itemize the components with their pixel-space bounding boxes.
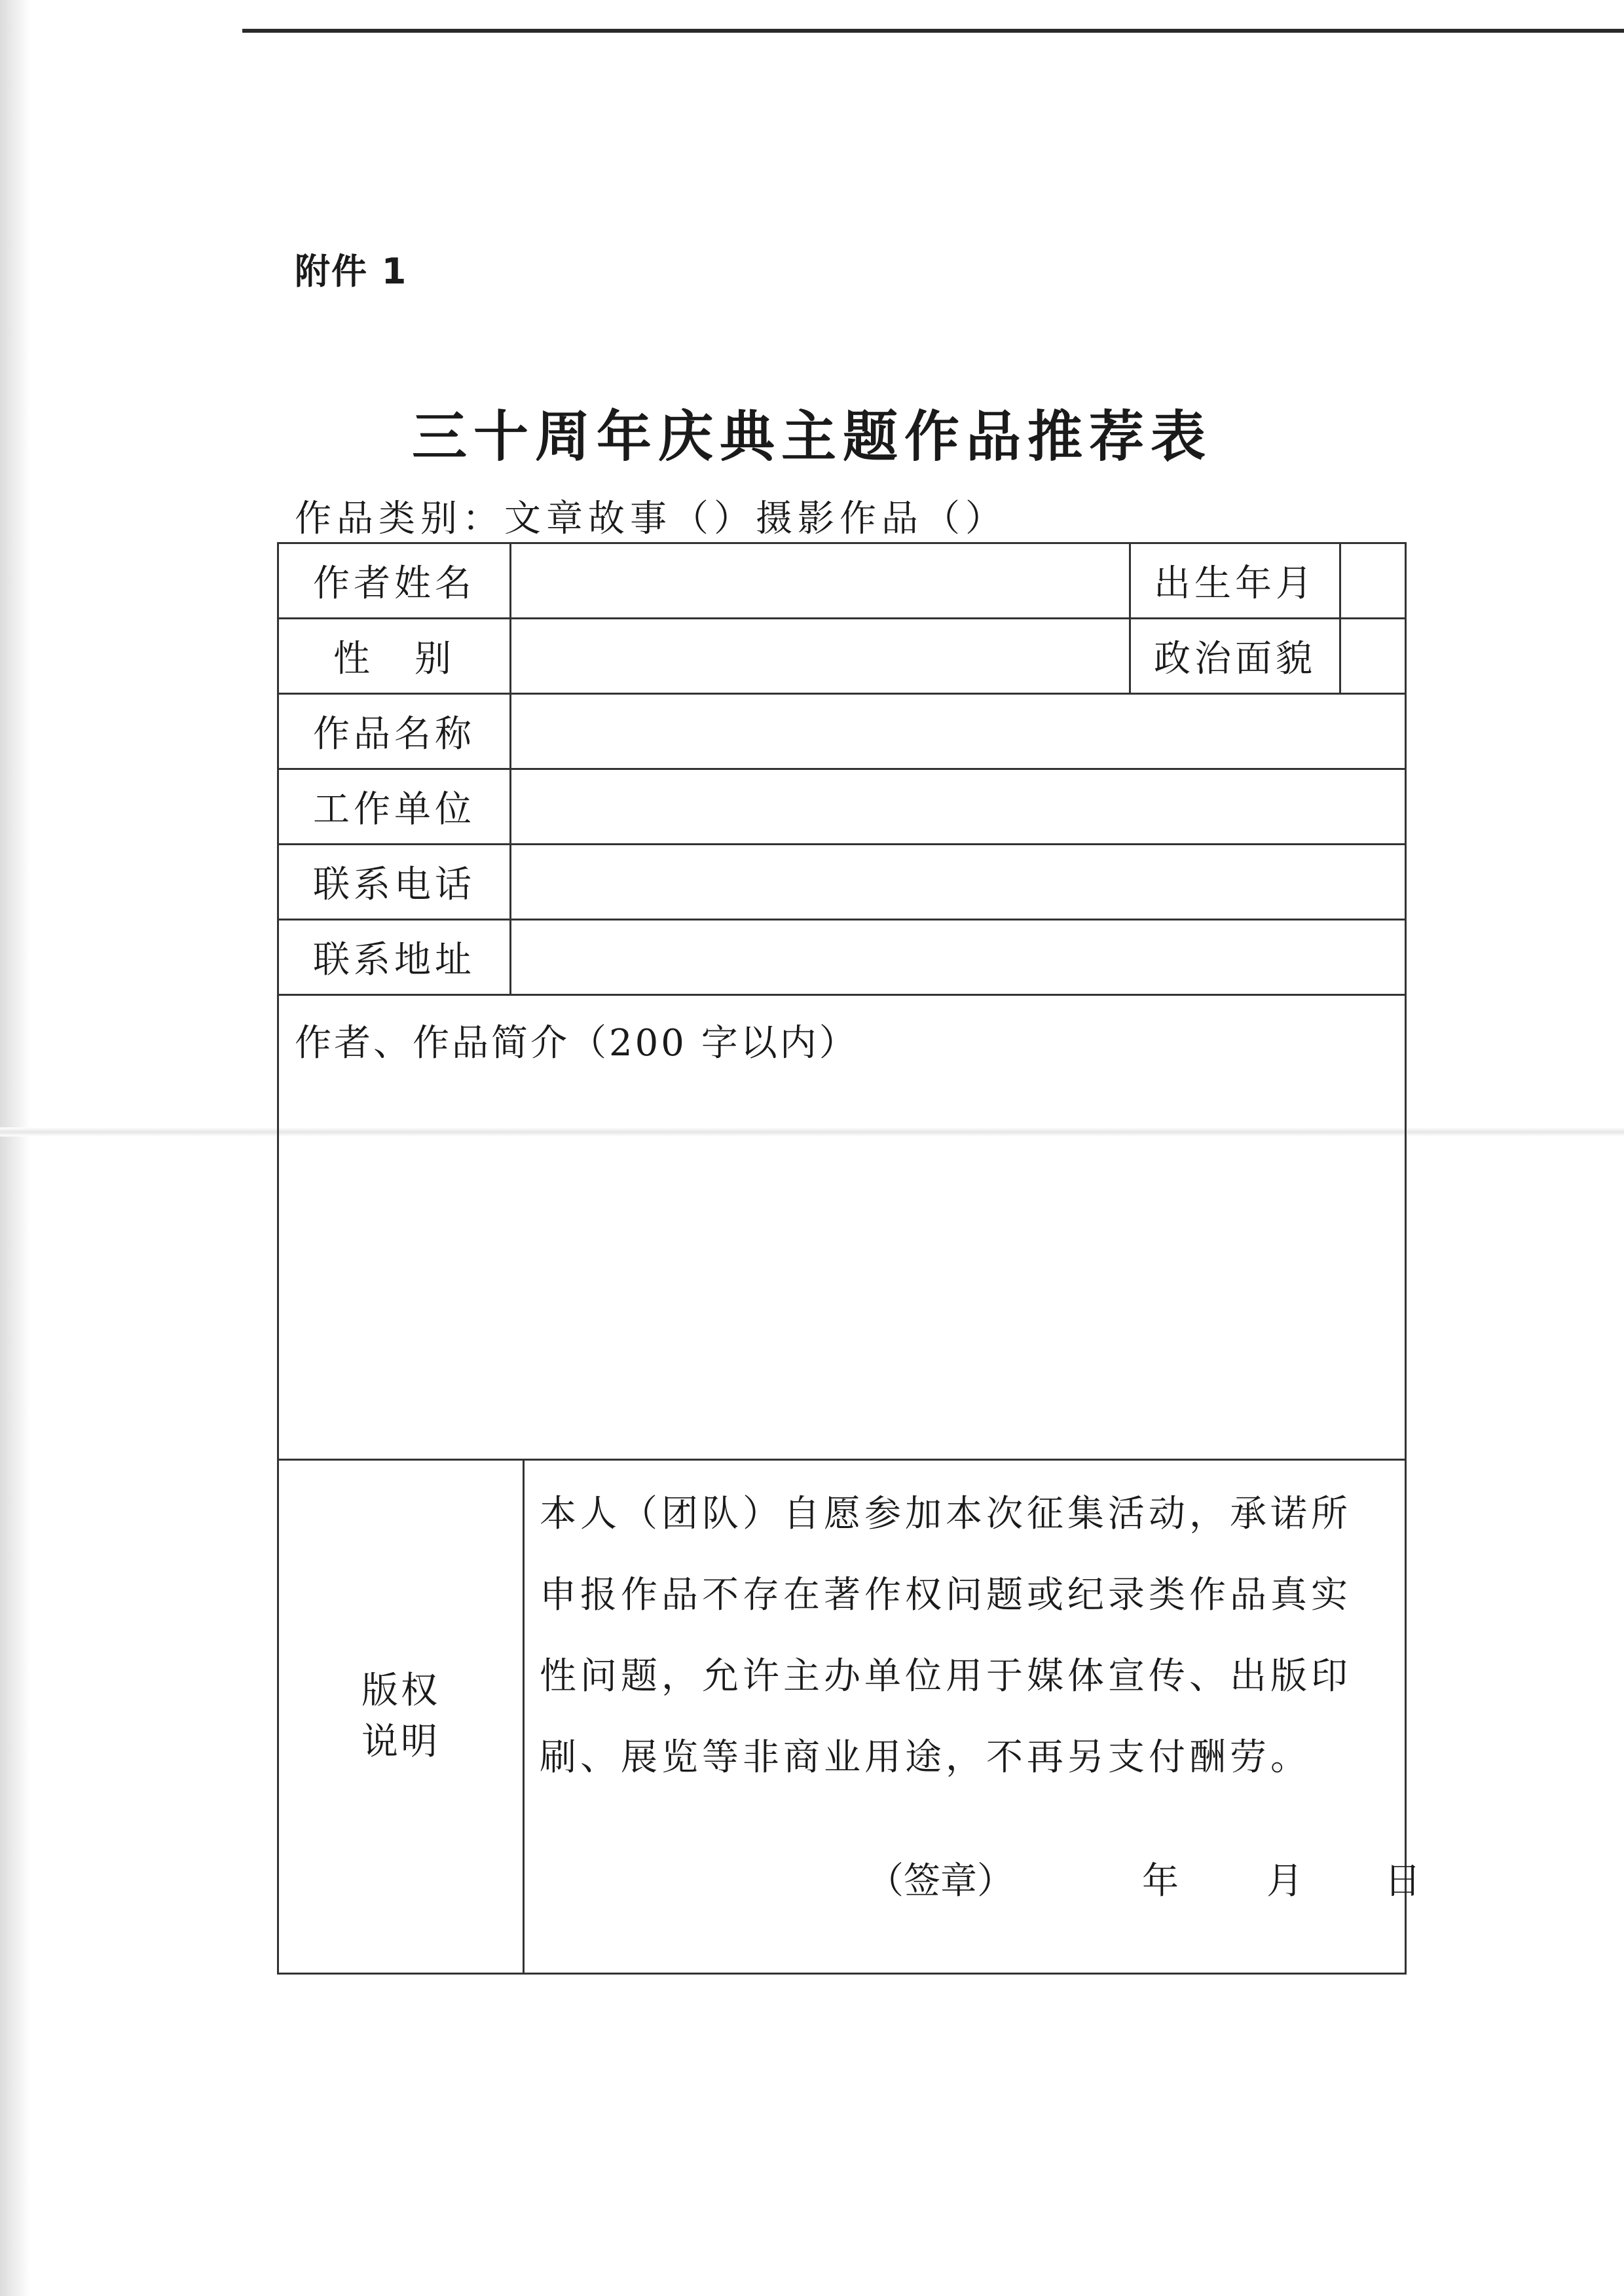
birth-label: 出生年月 bbox=[1154, 562, 1316, 605]
signature-line bbox=[540, 1852, 1421, 1904]
phone-label: 联系电话 bbox=[313, 864, 475, 906]
copyright-label-line1: 版权 bbox=[361, 1669, 440, 1712]
author-name-field[interactable] bbox=[511, 544, 1129, 617]
row-employer bbox=[279, 770, 1405, 845]
gender-label: 性 别 bbox=[333, 638, 455, 680]
recommendation-form-table bbox=[277, 542, 1421, 1975]
gender-field[interactable] bbox=[511, 619, 1129, 693]
day-label: 日 bbox=[1384, 1860, 1421, 1903]
row-author-name bbox=[279, 544, 1405, 619]
work-title-label: 作品名称 bbox=[313, 713, 475, 756]
birth-field[interactable] bbox=[1341, 544, 1407, 617]
row-work-title bbox=[279, 695, 1405, 770]
divider bbox=[523, 1461, 525, 1973]
employer-label: 工作单位 bbox=[313, 788, 475, 831]
political-label: 政治面貌 bbox=[1154, 638, 1316, 680]
copyright-label bbox=[279, 1461, 523, 1973]
copyright-statement: 本人（团队）自愿参加本次征集活动，承诺所申报作品不存在著作权问题或纪录类作品真实性问题，允许主办单位用于媒体宣传、出版印刷、展览等非商业用途，不再另支付酬劳。 bbox=[540, 1493, 1352, 1779]
phone-field[interactable] bbox=[511, 845, 1405, 919]
document-title: 三十周年庆典主题作品推荐表 bbox=[411, 404, 1212, 469]
year-label: 年 bbox=[1142, 1860, 1179, 1903]
intro-label: 作者、作品简介（200 字以内） bbox=[295, 1022, 858, 1065]
row-phone bbox=[279, 845, 1405, 920]
top-rule bbox=[242, 29, 1624, 33]
author-name-label: 作者姓名 bbox=[313, 562, 475, 605]
row-copyright bbox=[279, 1461, 1421, 1973]
employer-field[interactable] bbox=[511, 770, 1405, 843]
row-introduction bbox=[279, 996, 1405, 1461]
address-label: 联系地址 bbox=[313, 939, 475, 981]
political-field[interactable] bbox=[1341, 619, 1407, 693]
month-label: 月 bbox=[1266, 1860, 1303, 1903]
attachment-label: 附件 1 bbox=[295, 251, 408, 292]
scan-edge-shadow bbox=[0, 0, 30, 2296]
signature-label: （签章） bbox=[867, 1860, 1014, 1903]
row-address bbox=[279, 920, 1405, 996]
work-title-field[interactable] bbox=[511, 695, 1405, 768]
copyright-label-line2: 说明 bbox=[361, 1721, 440, 1763]
address-field[interactable] bbox=[511, 920, 1405, 994]
category-line: 作品类别：文章故事（）摄影作品（） bbox=[295, 498, 1007, 540]
row-gender bbox=[279, 619, 1405, 695]
